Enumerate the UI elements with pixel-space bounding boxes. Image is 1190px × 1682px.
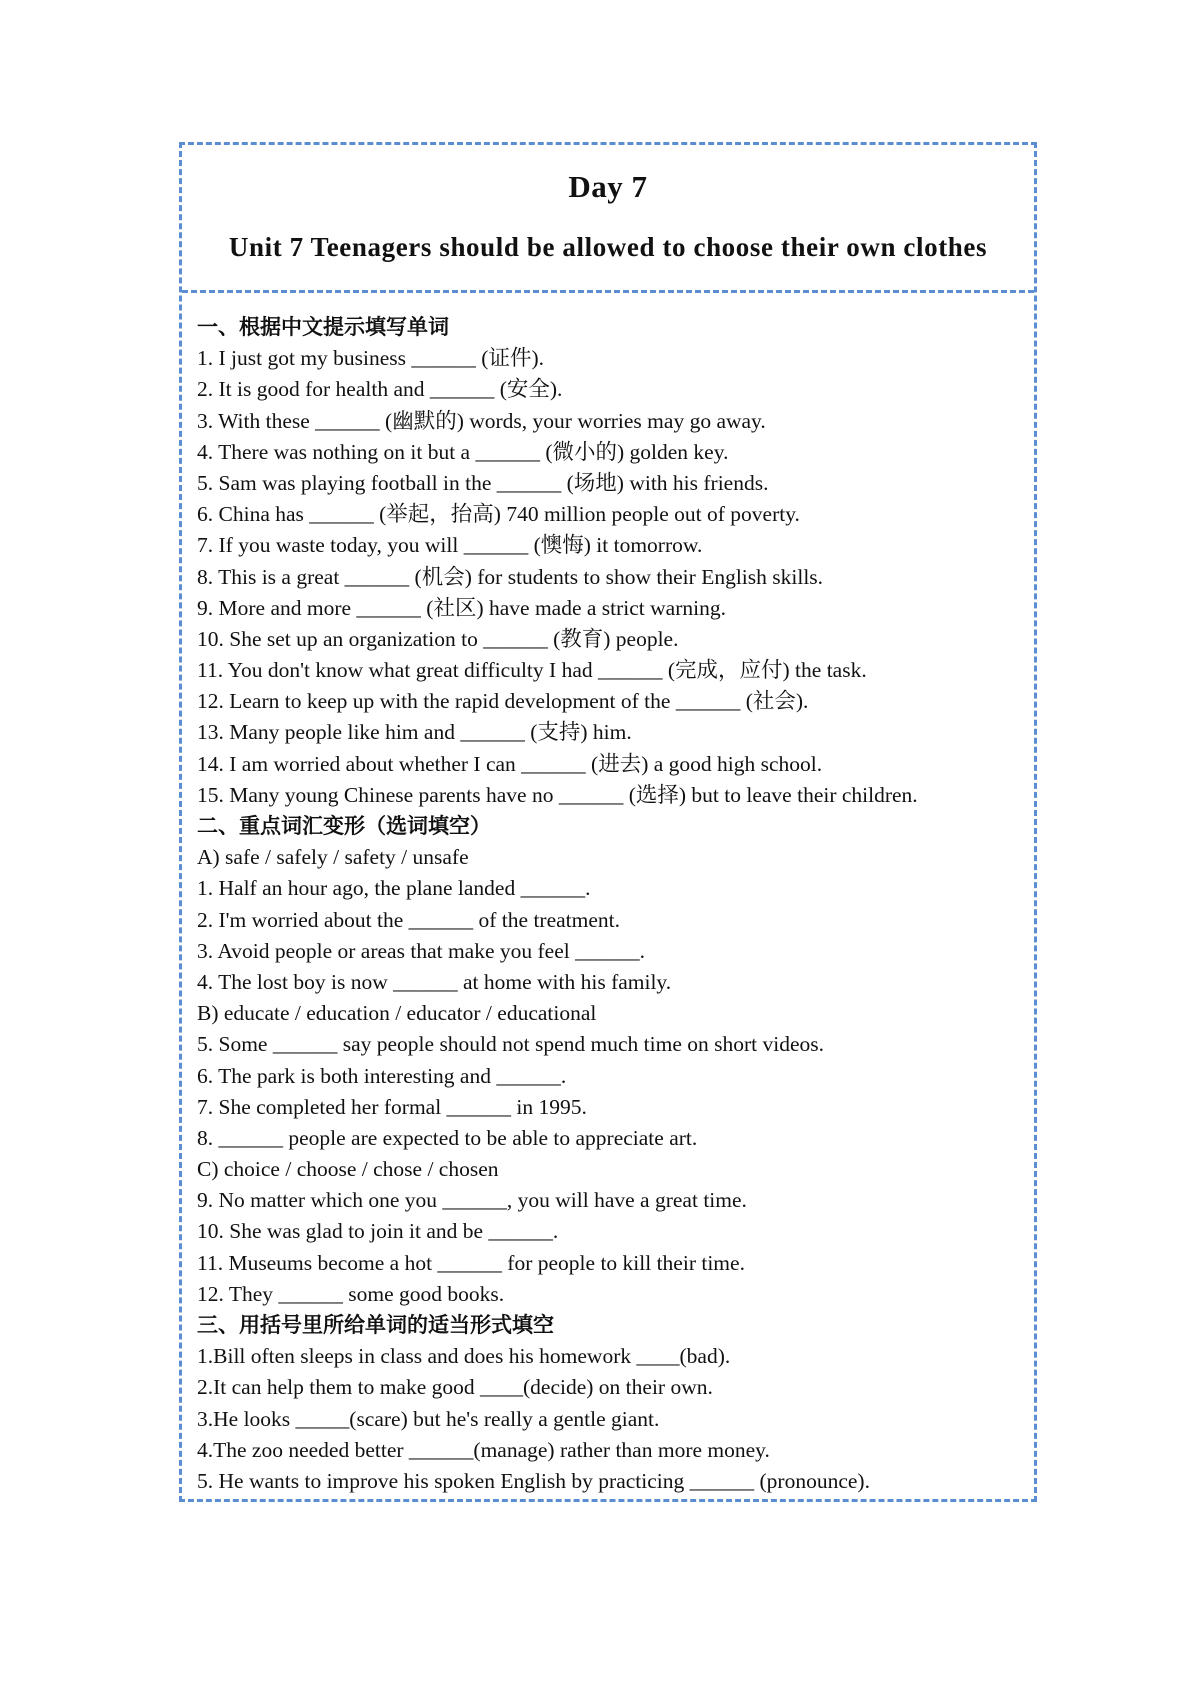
exercise-item: 3.He looks _____(scare) but he's really a gentle giant. [197, 1406, 660, 1431]
word-group-b: B) educate / education / educator / educational [197, 1001, 597, 1026]
exercise-item: 2.It can help them to make good ____(decide) on their own. [197, 1375, 713, 1400]
exercise-item: 1. Half an hour ago, the plane landed ______. [197, 876, 591, 901]
exercise-item: 5. He wants to improve his spoken English by practicing ______ (pronounce). [197, 1468, 870, 1493]
worksheet-frame [179, 142, 1037, 1502]
word-group-c: C) choice / choose / chose / chosen [197, 1157, 499, 1182]
exercise-item: 5. Some ______ say people should not spend much time on short videos. [197, 1032, 825, 1057]
exercise-item: 12. Learn to keep up with the rapid development of the ______ (社会). [197, 689, 809, 714]
exercise-item: 12. They ______ some good books. [197, 1281, 505, 1306]
exercise-item: 9. More and more ______ (社区) have made a strict warning. [197, 595, 726, 620]
exercise-item: 3. With these ______ (幽默的) words, your worries may go away. [197, 408, 766, 433]
exercise-item: 9. No matter which one you ______, you will have a great time. [197, 1188, 747, 1213]
exercise-item: 7. She completed her formal ______ in 1995. [197, 1094, 587, 1119]
exercise-item: 15. Many young Chinese parents have no ______ (选择) but to leave their children. [197, 782, 918, 807]
worksheet-header [182, 145, 1034, 293]
exercise-item: 6. China has ______ (举起，抬高) 740 million people out of poverty. [197, 502, 800, 527]
exercise-item: 1.Bill often sleeps in class and does his homework ____(bad). [197, 1344, 731, 1369]
exercise-item: 2. I'm worried about the ______ of the treatment. [197, 907, 621, 932]
exercise-item: 8. ______ people are expected to be able to appreciate art. [197, 1125, 698, 1150]
section-2-heading: 二、重点词汇变形（选词填空） [197, 814, 491, 838]
exercise-item: 11. Museums become a hot ______ for people to kill their time. [197, 1250, 745, 1275]
exercise-item: 6. The park is both interesting and ______. [197, 1063, 567, 1088]
worksheet-content [182, 293, 1034, 1497]
exercise-item: 8. This is a great ______ (机会) for students to show their English skills. [197, 564, 824, 589]
exercise-item: 10. She set up an organization to ______ (教育) people. [197, 626, 679, 651]
section-3-heading: 三、用括号里所给单词的适当形式填空 [197, 1313, 554, 1337]
unit-title: Unit 7 Teenagers should be allowed to choose their own clothes [228, 232, 988, 262]
exercise-item: 4. The lost boy is now ______ at home with his family. [197, 969, 672, 994]
exercise-item: 4. There was nothing on it but a ______ (微小的) golden key. [197, 439, 729, 464]
exercise-item: 10. She was glad to join it and be ______. [197, 1219, 559, 1244]
day-title: Day 7 [568, 169, 648, 204]
word-group-a: A) safe / safely / safety / unsafe [197, 845, 469, 870]
exercise-item: 3. Avoid people or areas that make you feel ______. [197, 938, 645, 963]
exercise-item: 7. If you waste today, you will ______ (懊悔) it tomorrow. [197, 533, 703, 558]
exercise-item: 14. I am worried about whether I can ______ (进去) a good high school. [197, 751, 823, 776]
section-1-heading: 一、根据中文提示填写单词 [197, 315, 449, 339]
exercise-item: 2. It is good for health and ______ (安全). [197, 377, 563, 402]
exercise-item: 11. You don't know what great difficulty I had ______ (完成，应付) the task. [197, 658, 867, 683]
exercise-item: 13. Many people like him and ______ (支持) him. [197, 720, 632, 745]
exercise-item: 4.The zoo needed better ______(manage) rather than more money. [197, 1437, 770, 1462]
exercise-item: 1. I just got my business ______ (证件). [197, 346, 544, 371]
exercise-item: 5. Sam was playing football in the ______ (场地) with his friends. [197, 470, 769, 495]
